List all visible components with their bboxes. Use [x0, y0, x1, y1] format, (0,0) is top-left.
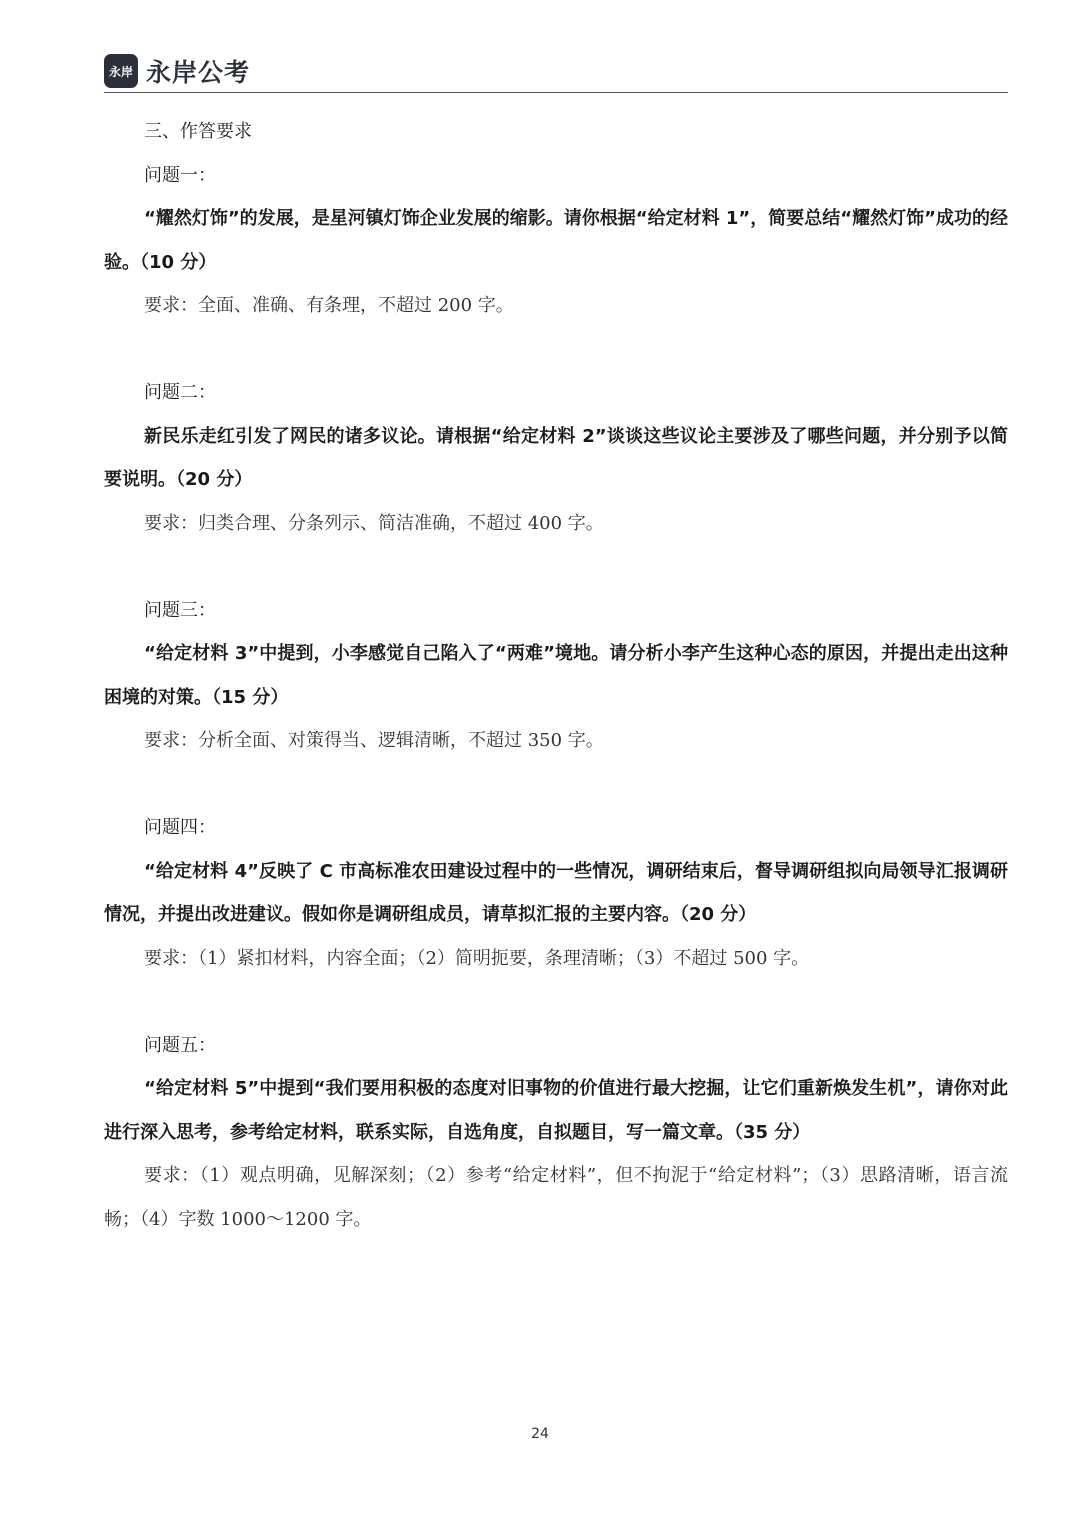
question-text: “给定材料 3”中提到，小李感觉自己陷入了“两难”境地。请分析小李产生这种心态的原因，并提出走出这种困境的对策。（15 分）	[104, 643, 1008, 708]
section-title: 三、作答要求	[144, 121, 252, 142]
question-block-4	[104, 806, 1008, 980]
question-text: 新民乐走红引发了网民的诸多议论。请根据“给定材料 2”谈谈这些议论主要涉及了哪些问题，并分别予以简要说明。（20 分）	[104, 425, 1008, 490]
brand-name: 永岸公考	[146, 58, 251, 87]
question-requirement: 要求：（1）紧扣材料，内容全面；（2）简明扼要，条理清晰；（3）不超过 500 字。	[144, 947, 810, 969]
brand-logo-icon	[104, 54, 138, 88]
question-requirement: 要求：归类合理、分条列示、简洁准确，不超过 400 字。	[144, 512, 604, 534]
question-text: “给定材料 4”反映了 C 市高标准农田建设过程中的一些情况，调研结束后，督导调研组拟向局领导汇报调研情况，并提出改进建议。假如你是调研组成员，请草拟汇报的主要内容。（20 分）	[104, 860, 1008, 925]
spacer	[104, 545, 1008, 589]
spacer	[104, 980, 1008, 1024]
question-label: 问题五：	[144, 1034, 216, 1056]
question-label: 问题二：	[144, 382, 216, 403]
question-block-5	[104, 1024, 1008, 1242]
question-text: “给定材料 5”中提到“我们要用积极的态度对旧事物的价值进行最大挖掘，让它们重新焕发生机”，请你对此进行深入思考，参考给定材料，联系实际，自选角度，自拟题目，写一篇文章。（35 分）	[104, 1078, 1008, 1143]
question-label: 问题四：	[144, 817, 216, 838]
question-requirement: 要求：（1）观点明确，见解深刻；（2）参考“给定材料”，但不拘泥于“给定材料”；（3）思路清晰，语言流畅；（4）字数 1000～1200 字。	[104, 1165, 1008, 1230]
question-text: “耀然灯饰”的发展，是星河镇灯饰企业发展的缩影。请你根据“给定材料 1”，简要总结“耀然灯饰”成功的经验。（10 分）	[104, 208, 1008, 273]
document-body	[104, 110, 1008, 1241]
spacer	[104, 763, 1008, 807]
question-requirement: 要求：全面、准确、有条理，不超过 200 字。	[144, 295, 514, 316]
question-block-1	[104, 154, 1008, 328]
page-header	[104, 52, 1008, 93]
question-requirement: 要求：分析全面、对策得当、逻辑清晰，不超过 350 字。	[144, 730, 604, 751]
question-label: 问题三：	[144, 599, 216, 621]
question-block-2	[104, 371, 1008, 545]
brand-logo-mark: 永岸	[108, 64, 133, 79]
spacer	[104, 328, 1008, 372]
question-block-3	[104, 589, 1008, 763]
page-number: 24	[531, 1426, 549, 1442]
question-label: 问题一：	[144, 164, 216, 186]
